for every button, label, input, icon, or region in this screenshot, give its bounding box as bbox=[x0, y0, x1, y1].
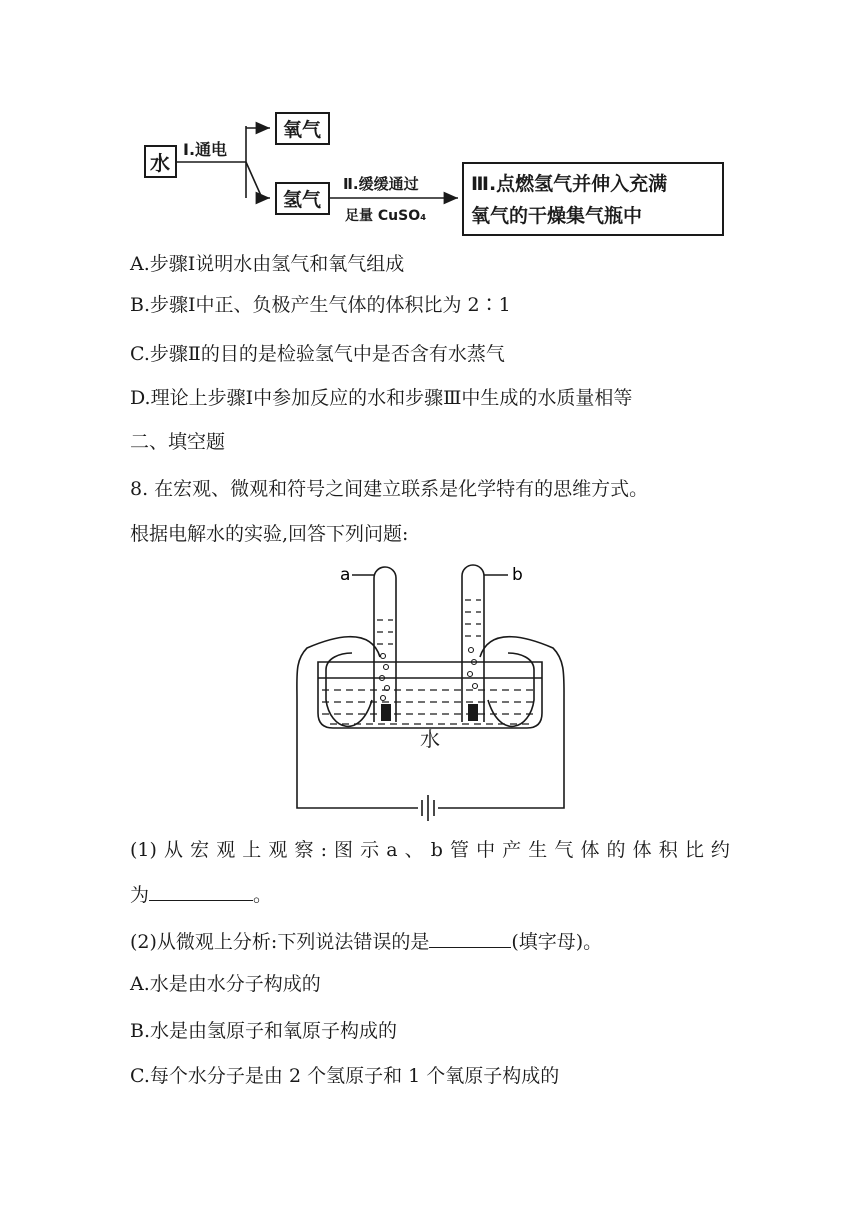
q7-option-d: D.理论上步骤Ⅰ中参加反应的水和步骤Ⅲ中生成的水质量相等 bbox=[130, 387, 633, 409]
sub1-char: 观 bbox=[216, 839, 236, 861]
sub1-char: 的 bbox=[606, 839, 626, 861]
sub1-char: 体 bbox=[632, 839, 652, 861]
sub1-char: 管 bbox=[449, 839, 469, 861]
q8-sub1-line1 bbox=[130, 836, 730, 864]
flowchart bbox=[0, 0, 860, 245]
tube-b-label: b bbox=[512, 565, 523, 585]
tube-b bbox=[462, 565, 484, 722]
sub1-char: 生 bbox=[528, 839, 548, 861]
q8-intro-line1: 8. 在宏观、微观和符号之间建立联系是化学特有的思维方式。 bbox=[130, 478, 649, 500]
sub1-char: 观 bbox=[268, 839, 288, 861]
sub1-suffix: 。 bbox=[253, 884, 273, 906]
water-trough bbox=[318, 662, 542, 728]
sub1-char: b bbox=[430, 839, 443, 861]
sub1-char: 体 bbox=[580, 839, 600, 861]
sub1-char: 、 bbox=[404, 839, 424, 861]
sub1-char: 比 bbox=[684, 839, 704, 861]
sub2-prefix: (2)从微观上分析:下列说法错误的是 bbox=[130, 931, 430, 953]
water-label: 水 bbox=[150, 151, 170, 175]
step3-line2: 氧气的干燥集气瓶中 bbox=[471, 205, 643, 227]
q8-option-c: C.每个水分子是由 2 个氢原子和 1 个氧原子构成的 bbox=[130, 1065, 560, 1087]
tube-a-label: a bbox=[340, 565, 351, 585]
step1-label: Ⅰ.通电 bbox=[183, 140, 228, 159]
sub1-char: 产 bbox=[502, 839, 522, 861]
sub1-char: (1) bbox=[130, 839, 157, 861]
q7-option-a: A.步骤Ⅰ说明水由氢气和氧气组成 bbox=[130, 253, 405, 275]
step2-label-line2: 足量 CuSO₄ bbox=[345, 208, 427, 224]
sub1-char: 察 bbox=[294, 839, 314, 861]
electrode-b bbox=[468, 704, 478, 721]
answer-blank-2[interactable] bbox=[429, 927, 511, 948]
q8-sub2 bbox=[130, 927, 602, 956]
sub1-char: 图 bbox=[334, 839, 354, 861]
q8-option-a: A.水是由水分子构成的 bbox=[130, 973, 321, 995]
step3-line1: Ⅲ.点燃氢气并伸入充满 bbox=[471, 173, 668, 195]
step2-label-line1: Ⅱ.缓缓通过 bbox=[343, 175, 419, 193]
water-diagram-label: 水 bbox=[420, 727, 440, 751]
q7-option-c: C.步骤Ⅱ的目的是检验氢气中是否含有水蒸气 bbox=[130, 343, 505, 365]
section-title: 二、填空题 bbox=[130, 431, 226, 453]
sub1-prefix: 为 bbox=[130, 884, 150, 906]
electrode-a bbox=[381, 704, 391, 721]
sub1-char: 中 bbox=[476, 839, 496, 861]
sub1-char: 积 bbox=[658, 839, 678, 861]
q7-option-b: B.步骤Ⅰ中正、负极产生气体的体积比为 2∶1 bbox=[130, 294, 511, 316]
oxygen-label: 氧气 bbox=[282, 119, 322, 141]
hydrogen-label: 氢气 bbox=[282, 189, 322, 211]
sub1-char: a bbox=[386, 839, 398, 861]
sub1-char: 从 bbox=[164, 839, 184, 861]
sub1-char: 示 bbox=[360, 839, 380, 861]
q8-sub1-line2 bbox=[130, 880, 272, 909]
q8-intro-line2: 根据电解水的实验,回答下列问题: bbox=[130, 523, 409, 545]
sub1-char: 宏 bbox=[190, 839, 210, 861]
electrolysis-diagram bbox=[0, 550, 860, 840]
sub1-char: : bbox=[320, 839, 327, 861]
sub2-suffix: (填字母)。 bbox=[511, 931, 603, 953]
q8-option-b: B.水是由氢原子和氧原子构成的 bbox=[130, 1020, 398, 1042]
sub1-char: 上 bbox=[242, 839, 262, 861]
sub1-char: 气 bbox=[554, 839, 574, 861]
sub1-char: 约 bbox=[710, 839, 730, 861]
answer-blank-1[interactable] bbox=[149, 880, 253, 901]
